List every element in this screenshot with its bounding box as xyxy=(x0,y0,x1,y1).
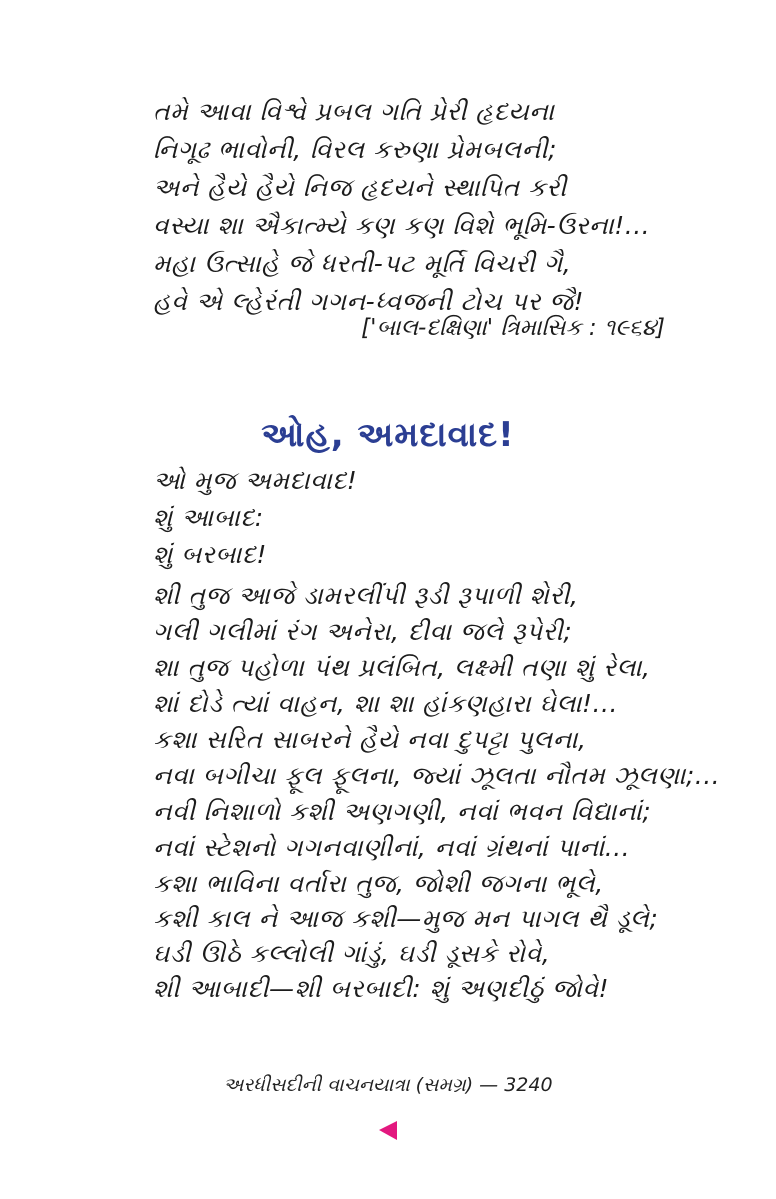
back-triangle-icon[interactable] xyxy=(379,1121,397,1140)
poem-line: શું બરબાદ! xyxy=(153,540,267,569)
poem-line: મહા ઉત્સાહે જે ધરતી-પટ મૂર્તિ વિચરી ગૈ, xyxy=(153,249,572,278)
poem-stanza xyxy=(153,866,736,1006)
poem-line: તમે આવા વિશ્વે પ્રબલ ગતિ પ્રેરી હૃદયના xyxy=(153,97,555,126)
poem-line: શી આબાદી—શી બરબાદી: શું અણદીઠું જોવે! xyxy=(153,974,610,1003)
poem-line: હવે એ લ્હેરંતી ગગન-ધ્વજની ટોચ પર જૈ! xyxy=(153,287,584,316)
previous-poem-stanza xyxy=(153,93,736,321)
poem-line: કશા સરિત સાબરને હૈયે નવા દુપટ્ટા પુલના, xyxy=(153,725,587,754)
poem-title: ઓહ, અમદાવાદ! xyxy=(261,414,515,455)
poem-line: નવી નિશાળો કશી અણગણી, નવાં ભવન વિદ્યાનાં; xyxy=(153,797,652,826)
poem-line: વસ્યા શા ઐકાત્મ્યે કણ કણ વિશે ભૂમિ-ઉરના!... xyxy=(153,211,651,240)
poem-line: શાં દોડે ત્યાં વાહન, શા શા હાંકણહારા ઘેલા!... xyxy=(153,689,618,718)
poem-stanza xyxy=(153,462,736,573)
page-footer: અરધીસદીની વાચનયાત્રા (સમગ્ર) — 3240 xyxy=(223,1074,553,1096)
poem-line: શું આબાદ: xyxy=(153,503,264,532)
poem-line: શા તુજ પહોળા પંથ પ્રલંબિત, લક્ષ્મી તણા શું રેલા, xyxy=(153,653,651,682)
poem-stanza xyxy=(153,722,736,866)
poem-line: કશા ભાવિના વર્તારા તુજ, જોશી જગના ભૂલે, xyxy=(153,869,604,898)
poem-line: નિગૂઢ ભાવોની, વિરલ કરુણા પ્રેમબલની; xyxy=(153,135,557,164)
poem-line: અને હૈયે હૈયે નિજ હૃદયને સ્થાપિત કરી xyxy=(153,173,567,202)
citation: ['બાલ-દક્ષિણા' ત્રિમાસિક : ૧૯૬૪] xyxy=(361,315,665,341)
poem-line: નવાં સ્ટેશનો ગગનવાણીનાં, નવાં ગ્રંથનાં પાનાં... xyxy=(153,833,631,862)
poem-stanza xyxy=(153,578,736,722)
poem-line: ઘડી ઊઠે કલ્લોલી ગાંડું, ઘડી ડૂસકે રોવે, xyxy=(153,939,551,968)
poem-line: શી તુજ આજે ડામરલીંપી રૂડી રૂપાળી શેરી, xyxy=(153,581,579,610)
poem-line: ગલી ગલીમાં રંગ અનેરા, દીવા જલે રૂપેરી; xyxy=(153,617,573,646)
poem-line: નવા બગીચા ફૂલ ફૂલના, જ્યાં ઝૂલતા નૌતમ ઝૂલણા;... xyxy=(153,761,721,790)
poem-line: ઓ મુજ અમદાવાદ! xyxy=(153,466,358,495)
poem-line: કશી કાલ ને આજ કશી—મુજ મન પાગલ થૈ ડૂલે; xyxy=(153,904,659,933)
